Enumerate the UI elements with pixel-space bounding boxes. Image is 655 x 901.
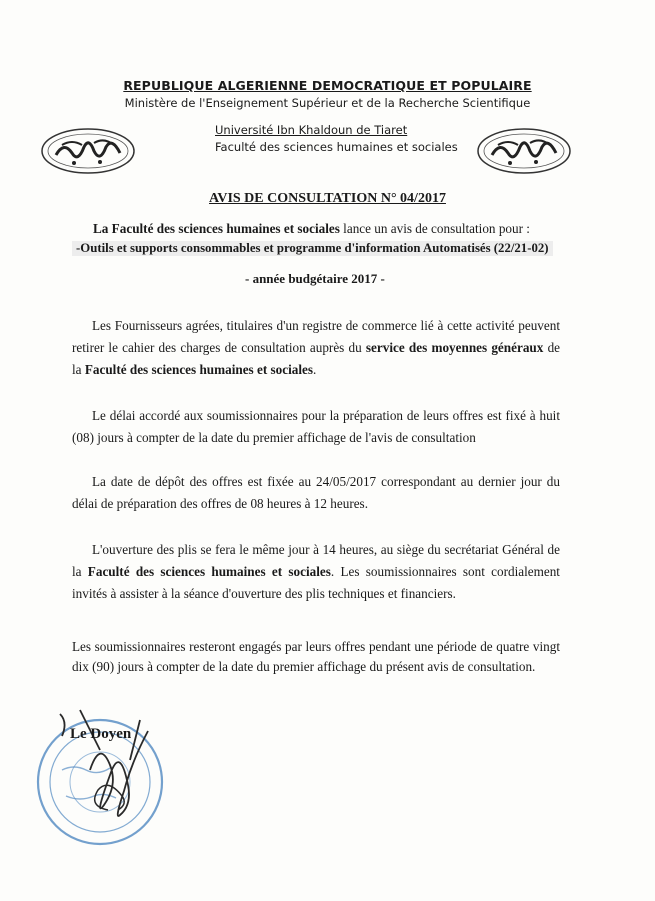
p1-text-c: de la bbox=[72, 340, 561, 377]
p1-text-e: . bbox=[313, 362, 317, 377]
p5-text: Les soumissionnaires resteront engagés par leurs offres pendant une période de quatre vingt dix (90) jours à compter de la date du premier affichage du présent avis de consultation. bbox=[72, 639, 560, 674]
budget-year: - année budgétaire 2017 - bbox=[245, 271, 385, 286]
intro-faculty: La Faculté des sciences humaines et sociales bbox=[93, 221, 340, 236]
university-logo-left bbox=[38, 125, 138, 177]
paragraph-delay bbox=[72, 405, 560, 449]
p4-faculty: Faculté des sciences humaines et sociales bbox=[87, 564, 331, 579]
official-stamp bbox=[20, 700, 190, 850]
republic-heading: REPUBLIQUE ALGERIENNE DEMOCRATIQUE ET POPULAIRE bbox=[123, 78, 532, 93]
paragraph-suppliers bbox=[72, 315, 560, 381]
p2-text: Le délai accordé aux soumissionnaires pour la préparation de leurs offres est fixé à huit (08) jours à compter de la date du premier affichage de l'avis de consultation bbox=[72, 408, 560, 445]
university-block bbox=[215, 122, 458, 156]
p1-service: service des moyennes généraux bbox=[365, 340, 544, 355]
p4-text-c: . Les soumissionnaires sont cordialement invités à assister à la séance d'ouverture des plis techniques et financiers. bbox=[72, 564, 560, 601]
paragraph-engagement bbox=[72, 637, 560, 677]
consultation-object: -Outils et supports consommables et programme d'information Automatisés (22/21-02) bbox=[72, 241, 553, 256]
university-logo-right bbox=[474, 125, 574, 177]
notice-intro bbox=[93, 221, 530, 237]
p1-faculty: Faculté des sciences humaines et sociales bbox=[84, 362, 314, 377]
p4-text-a: L'ouverture des plis se fera le même jour à 14 heures, au siège du secrétariat Général de la bbox=[72, 542, 560, 579]
faculty-name: Faculté des sciences humaines et sociales bbox=[215, 140, 458, 154]
intro-text: lance un avis de consultation pour : bbox=[339, 221, 530, 236]
signer-title: Le Doyen bbox=[70, 726, 132, 742]
paragraph-deposit-date bbox=[72, 471, 560, 515]
university-name: Université Ibn Khaldoun de Tiaret bbox=[215, 123, 408, 137]
paragraph-opening bbox=[72, 539, 560, 605]
notice-title: AVIS DE CONSULTATION N° 04/2017 bbox=[209, 191, 446, 206]
ministry-heading: Ministère de l'Enseignement Supérieur et de la Recherche Scientifique bbox=[124, 96, 531, 110]
p1-text-a: Les Fournisseurs agrées, titulaires d'un registre de commerce lié à cette activité peuvent retirer le cahier des charges de consultation auprès du bbox=[72, 318, 560, 355]
p3-text: La date de dépôt des offres est fixée au 24/05/2017 correspondant au dernier jour du délai de préparation des offres de 08 heures à 12 heures. bbox=[72, 474, 560, 511]
